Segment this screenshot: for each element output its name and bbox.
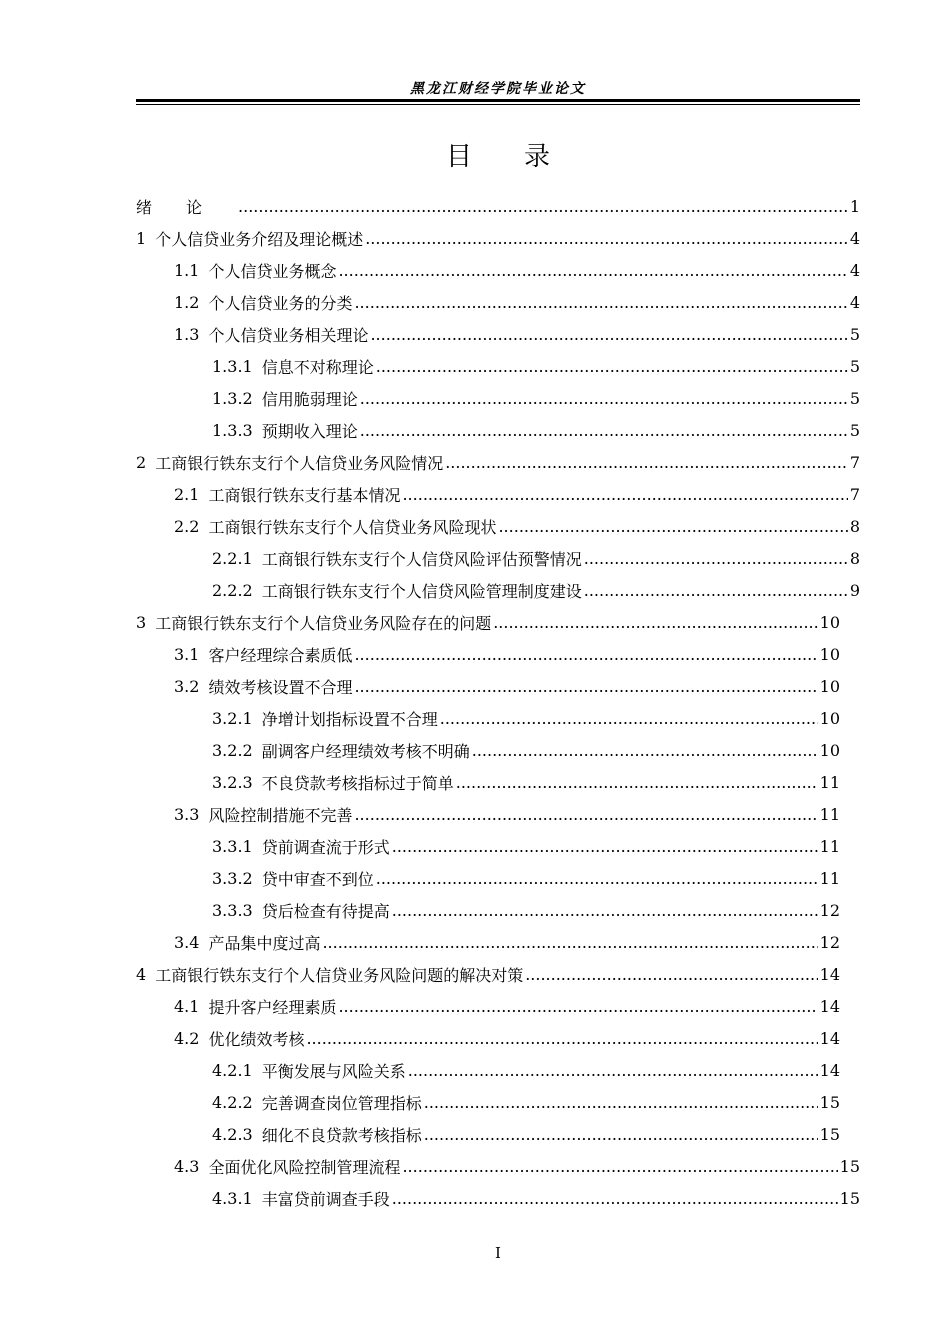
toc-entry-page: 11 <box>819 772 840 792</box>
toc-entry[interactable] <box>136 894 860 926</box>
toc-entry-title: 工商银行铁东支行个人信贷业务风险情况 <box>155 453 444 473</box>
toc-entry-page: 12 <box>819 900 840 920</box>
toc-entry[interactable] <box>136 830 860 862</box>
toc-dot-leader <box>498 517 847 536</box>
toc-entry-number: 4.2 <box>174 1028 200 1048</box>
toc-entry-number: 3.2.1 <box>212 708 253 728</box>
toc-entry-page: 8 <box>849 516 860 536</box>
toc-entry-page: 15 <box>839 1156 860 1176</box>
toc-entry-page: 15 <box>819 1092 840 1112</box>
toc-title: 目 录 <box>445 142 550 172</box>
toc-entry[interactable] <box>136 926 860 958</box>
toc-dot-leader <box>424 1093 818 1112</box>
toc-dot-leader <box>370 325 847 344</box>
toc-entry-number: 2.1 <box>174 484 200 504</box>
toc-dot-leader <box>408 1061 818 1080</box>
toc-entry-page: 4 <box>849 228 860 248</box>
toc-entry-title: 风险控制措施不完善 <box>208 805 353 825</box>
header-rule-thick <box>136 99 860 102</box>
toc-entry-number: 2 <box>136 452 147 472</box>
toc-entry[interactable] <box>136 1182 860 1214</box>
toc-entry-title: 产品集中度过高 <box>208 933 321 953</box>
toc-entry-title: 个人信贷业务相关理论 <box>208 325 369 345</box>
toc-entry[interactable] <box>136 350 860 382</box>
toc-entry[interactable] <box>136 414 860 446</box>
toc-entry-page: 10 <box>819 740 840 760</box>
toc-entry-number: 1.3.2 <box>212 388 253 408</box>
toc-entry-number: 1.2 <box>174 292 200 312</box>
toc-entry[interactable] <box>136 1086 860 1118</box>
toc-entry-number: 3.1 <box>174 644 200 664</box>
toc-dot-leader <box>392 901 818 920</box>
toc-dot-leader <box>402 1157 837 1176</box>
toc-entry-title: 丰富贷前调查手段 <box>261 1189 390 1209</box>
toc-entry-page: 7 <box>849 484 860 504</box>
toc-dot-leader <box>354 677 817 696</box>
toc-dot-leader <box>456 773 818 792</box>
toc-entry-number: 2.2.1 <box>212 548 253 568</box>
toc-entry-number: 3.2 <box>174 676 200 696</box>
toc-entry[interactable] <box>136 766 860 798</box>
toc-entry-title: 贷中审查不到位 <box>261 869 374 889</box>
toc-entry-number: 1 <box>136 228 147 248</box>
toc-dot-leader <box>238 197 848 216</box>
toc-entry-page: 4 <box>849 292 860 312</box>
toc-dot-leader <box>445 453 848 472</box>
toc-entry-title: 绩效考核设置不合理 <box>208 677 353 697</box>
toc-entry-title: 优化绩效考核 <box>208 1029 305 1049</box>
toc-entry-number: 1.3 <box>174 324 200 344</box>
toc-entry-page: 14 <box>819 964 840 984</box>
toc-entry[interactable] <box>136 286 860 318</box>
toc-entry-number: 3.3.3 <box>212 900 253 920</box>
toc-dot-leader <box>376 869 818 888</box>
toc-entry[interactable] <box>136 446 860 478</box>
toc-entry[interactable] <box>136 734 860 766</box>
toc-entry-number: 3.3.2 <box>212 868 253 888</box>
toc-entry-page: 15 <box>839 1188 860 1208</box>
toc-entry-title: 工商银行铁东支行个人信贷风险管理制度建设 <box>261 581 582 601</box>
toc-entry-title: 个人信贷业务的分类 <box>208 293 353 313</box>
toc-entry-title: 工商银行铁东支行个人信贷业务风险存在的问题 <box>155 613 492 633</box>
toc-entry-title: 个人信贷业务概念 <box>208 261 337 281</box>
toc-entry-number: 3.2.2 <box>212 740 253 760</box>
toc-dot-leader <box>306 1029 817 1048</box>
toc-entry[interactable] <box>136 478 860 510</box>
toc-entry-number: 4 <box>136 964 147 984</box>
toc-entry[interactable] <box>136 1022 860 1054</box>
toc-entry-number: 4.1 <box>174 996 200 1016</box>
toc-entry-number: 4.2.2 <box>212 1092 253 1112</box>
toc-entry[interactable] <box>136 382 860 414</box>
page-number: I <box>495 1244 501 1262</box>
toc-dot-leader <box>584 549 848 568</box>
toc-entry-number: 3.4 <box>174 932 200 952</box>
toc-dot-leader <box>360 421 848 440</box>
toc-entry-page: 7 <box>849 452 860 472</box>
toc-dot-leader <box>354 805 817 824</box>
toc-entry-title: 工商银行铁东支行基本情况 <box>208 485 401 505</box>
toc-entry[interactable] <box>136 1118 860 1150</box>
toc-entry-page: 14 <box>819 1060 840 1080</box>
toc-dot-leader <box>338 997 817 1016</box>
running-header: 黑龙江财经学院毕业论文 <box>410 81 586 97</box>
toc-dot-leader <box>322 933 817 952</box>
toc-entry-page: 14 <box>819 996 840 1016</box>
toc-dot-leader <box>525 965 817 984</box>
toc-entry-page: 12 <box>819 932 840 952</box>
toc-entry[interactable] <box>136 542 860 574</box>
toc-entry-page: 4 <box>849 260 860 280</box>
toc-entry-page: 10 <box>819 676 840 696</box>
toc-entry-title: 绪论 <box>136 197 237 217</box>
toc-entry-number: 3 <box>136 612 147 632</box>
header-rule-thin <box>136 104 860 105</box>
toc-entry-page: 15 <box>819 1124 840 1144</box>
toc-entry-page: 10 <box>819 612 840 632</box>
toc-entry-title: 净增计划指标设置不合理 <box>261 709 438 729</box>
toc-entry[interactable] <box>136 510 860 542</box>
toc-entry-number: 4.2.1 <box>212 1060 253 1080</box>
toc-entry-number: 4.3.1 <box>212 1188 253 1208</box>
toc-entry[interactable] <box>136 990 860 1022</box>
toc-entry-number: 4.3 <box>174 1156 200 1176</box>
toc-dot-leader <box>424 1125 818 1144</box>
toc-dot-leader <box>472 741 818 760</box>
toc-entry-number: 1.3.3 <box>212 420 253 440</box>
toc-entry-page: 5 <box>849 324 860 344</box>
toc-entry-number: 1.1 <box>174 260 200 280</box>
toc-entry-number: 3.3.1 <box>212 836 253 856</box>
toc-entry-number: 4.2.3 <box>212 1124 253 1144</box>
toc-entry-page: 11 <box>819 868 840 888</box>
toc-entry-title: 副调客户经理绩效考核不明确 <box>261 741 470 761</box>
toc-entry-title: 提升客户经理素质 <box>208 997 337 1017</box>
toc-entry-page: 1 <box>849 196 860 216</box>
toc-dot-leader <box>402 485 847 504</box>
toc-entry[interactable] <box>136 798 860 830</box>
toc-entry[interactable] <box>136 606 860 638</box>
table-of-contents <box>136 190 860 1214</box>
toc-entry-title: 预期收入理论 <box>261 421 358 441</box>
toc-entry-title: 平衡发展与风险关系 <box>261 1061 406 1081</box>
toc-entry[interactable] <box>136 702 860 734</box>
toc-entry-title: 信用脆弱理论 <box>261 389 358 409</box>
toc-entry-page: 14 <box>819 1028 840 1048</box>
toc-dot-leader <box>354 293 847 312</box>
toc-entry-number: 3.3 <box>174 804 200 824</box>
toc-entry-page: 5 <box>849 420 860 440</box>
toc-entry-title: 完善调查岗位管理指标 <box>261 1093 422 1113</box>
toc-entry-title: 工商银行铁东支行个人信贷业务风险现状 <box>208 517 497 537</box>
toc-dot-leader <box>365 229 848 248</box>
toc-entry-title: 贷后检查有待提高 <box>261 901 390 921</box>
toc-dot-leader <box>354 645 817 664</box>
toc-entry[interactable] <box>136 958 860 990</box>
toc-dot-leader <box>584 581 848 600</box>
toc-entry-title: 信息不对称理论 <box>261 357 374 377</box>
toc-entry[interactable] <box>136 862 860 894</box>
toc-entry-page: 11 <box>819 836 840 856</box>
toc-dot-leader <box>392 1189 838 1208</box>
toc-entry-page: 9 <box>849 580 860 600</box>
toc-entry-page: 5 <box>849 356 860 376</box>
toc-dot-leader <box>338 261 847 280</box>
toc-entry[interactable] <box>136 574 860 606</box>
toc-entry[interactable] <box>136 1054 860 1086</box>
toc-entry-page: 8 <box>849 548 860 568</box>
toc-entry-page: 5 <box>849 388 860 408</box>
toc-entry-page: 10 <box>819 644 840 664</box>
toc-entry[interactable] <box>136 670 860 702</box>
toc-entry-title: 全面优化风险控制管理流程 <box>208 1157 401 1177</box>
toc-entry-number: 3.2.3 <box>212 772 253 792</box>
toc-entry-title: 贷前调查流于形式 <box>261 837 390 857</box>
toc-dot-leader <box>360 389 848 408</box>
toc-entry[interactable] <box>136 190 860 222</box>
toc-entry[interactable] <box>136 1150 860 1182</box>
toc-entry-page: 11 <box>819 804 840 824</box>
toc-entry-number: 1.3.1 <box>212 356 253 376</box>
toc-dot-leader <box>392 837 818 856</box>
toc-dot-leader <box>493 613 817 632</box>
toc-entry-title: 工商银行铁东支行个人信贷风险评估预警情况 <box>261 549 582 569</box>
toc-entry-title: 不良贷款考核指标过于简单 <box>261 773 454 793</box>
toc-entry[interactable] <box>136 222 860 254</box>
toc-dot-leader <box>376 357 848 376</box>
toc-entry[interactable] <box>136 254 860 286</box>
toc-entry-number: 2.2 <box>174 516 200 536</box>
toc-entry-number: 2.2.2 <box>212 580 253 600</box>
toc-dot-leader <box>440 709 818 728</box>
toc-entry-title: 细化不良贷款考核指标 <box>261 1125 422 1145</box>
toc-entry-title: 客户经理综合素质低 <box>208 645 353 665</box>
toc-entry-title: 个人信贷业务介绍及理论概述 <box>155 229 364 249</box>
toc-entry[interactable] <box>136 318 860 350</box>
toc-entry[interactable] <box>136 638 860 670</box>
toc-entry-page: 10 <box>819 708 840 728</box>
toc-entry-title: 工商银行铁东支行个人信贷业务风险问题的解决对策 <box>155 965 524 985</box>
